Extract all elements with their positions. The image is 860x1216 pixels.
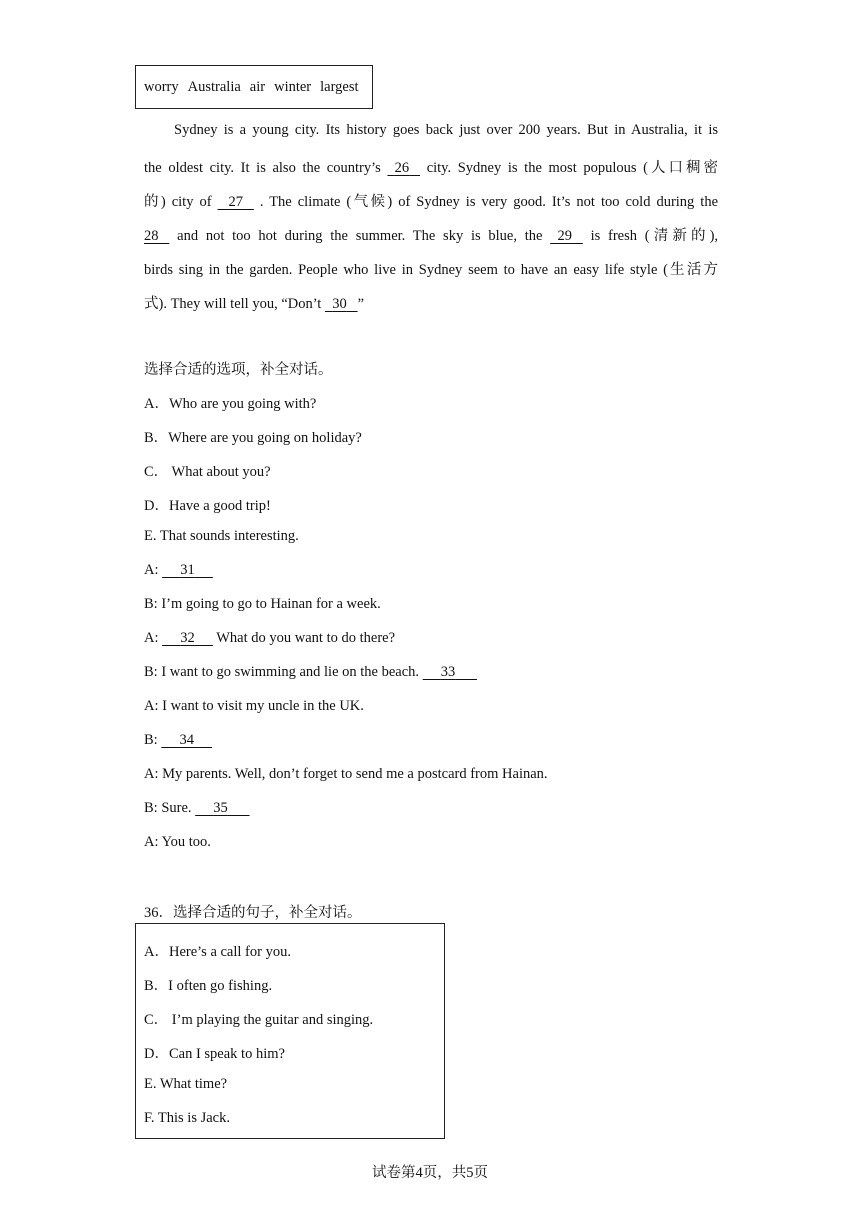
dialogue-line: A: My parents. Well, don’t forget to send me a postcard from Hainan. (144, 766, 548, 782)
blank-30: 30 (332, 296, 347, 312)
blank-33: 33 (440, 664, 456, 680)
passage-text: 式). They will tell you, “Don’t (144, 296, 322, 312)
passage-line (144, 190, 718, 211)
option-item: E. What time? (144, 1076, 228, 1092)
blank-28: 28 (144, 228, 159, 244)
blank-32: 32 (180, 630, 195, 646)
option-item: F. This is Jack. (144, 1110, 230, 1126)
word-bank-word: Australia (187, 78, 241, 95)
options-box (135, 923, 445, 1139)
dialogue-line: A: 31 (144, 562, 213, 579)
dialogue-line: B: I want to go swimming and lie on the beach. 33 (144, 664, 477, 681)
option-item: C． I’m playing the guitar and singing. (144, 1012, 374, 1028)
dialogue-line: B: Sure. 35 (144, 800, 250, 817)
word-bank-word: worry (144, 78, 179, 95)
dialogue-line: B: 34 (144, 732, 212, 749)
option-item: B．Where are you going on holiday? (144, 430, 362, 446)
passage-text: . The climate (气候) of Sydney is very good. It’s not too cold during the (259, 194, 719, 210)
page-footer: 试卷第4页，共5页 (372, 1165, 488, 1181)
word-bank-box (135, 65, 373, 109)
passage-text: ” (357, 296, 365, 312)
passage-text: 的) city of (144, 194, 212, 210)
option-item: D．Can I speak to him? (144, 1046, 285, 1062)
blank-31: 31 (180, 562, 195, 578)
dialogue-line: B: I’m going to go to Hainan for a week. (144, 596, 381, 612)
passage-text: the oldest city. It is also the country’s (144, 160, 381, 176)
passage-text: city. Sydney is the most populous (人口稠密 (426, 160, 719, 176)
passage-line: Sydney is a young city. Its history goes back just over 200 years. But in Australia, it is (174, 122, 718, 138)
passage-line (144, 156, 718, 177)
option-item: A．Who are you going with? (144, 396, 317, 412)
blank-29: 29 (557, 228, 572, 244)
passage-text: is fresh (清新的), (590, 228, 719, 244)
passage-line (144, 292, 718, 313)
option-item: A．Here’s a call for you. (144, 944, 291, 960)
section-instruction: 选择合适的选项，补全对话。 (144, 362, 333, 378)
blank-27: 27 (228, 194, 243, 210)
word-bank-word: air (249, 78, 266, 95)
section-instruction: 36．选择合适的句子，补全对话。 (144, 905, 362, 921)
passage-line: birds sing in the garden. People who live in Sydney seem to have an easy life style (生活方 (144, 262, 718, 278)
passage-text: and not too hot during the summer. The sky is blue, the (177, 228, 543, 244)
passage-line (144, 224, 718, 245)
option-item: E. That sounds interesting. (144, 528, 299, 544)
option-item: C． What about you? (144, 464, 271, 480)
word-bank-word: largest (320, 78, 359, 95)
option-item: B．I often go fishing. (144, 978, 273, 994)
dialogue-line: A: You too. (144, 834, 211, 850)
blank-34: 34 (179, 732, 194, 748)
blank-26: 26 (394, 160, 410, 176)
word-bank-word: winter (274, 78, 312, 95)
dialogue-line: A: I want to visit my uncle in the UK. (144, 698, 364, 714)
option-item: D．Have a good trip! (144, 498, 271, 514)
dialogue-line: A: 32 What do you want to do there? (144, 630, 396, 646)
blank-35: 35 (213, 800, 228, 816)
